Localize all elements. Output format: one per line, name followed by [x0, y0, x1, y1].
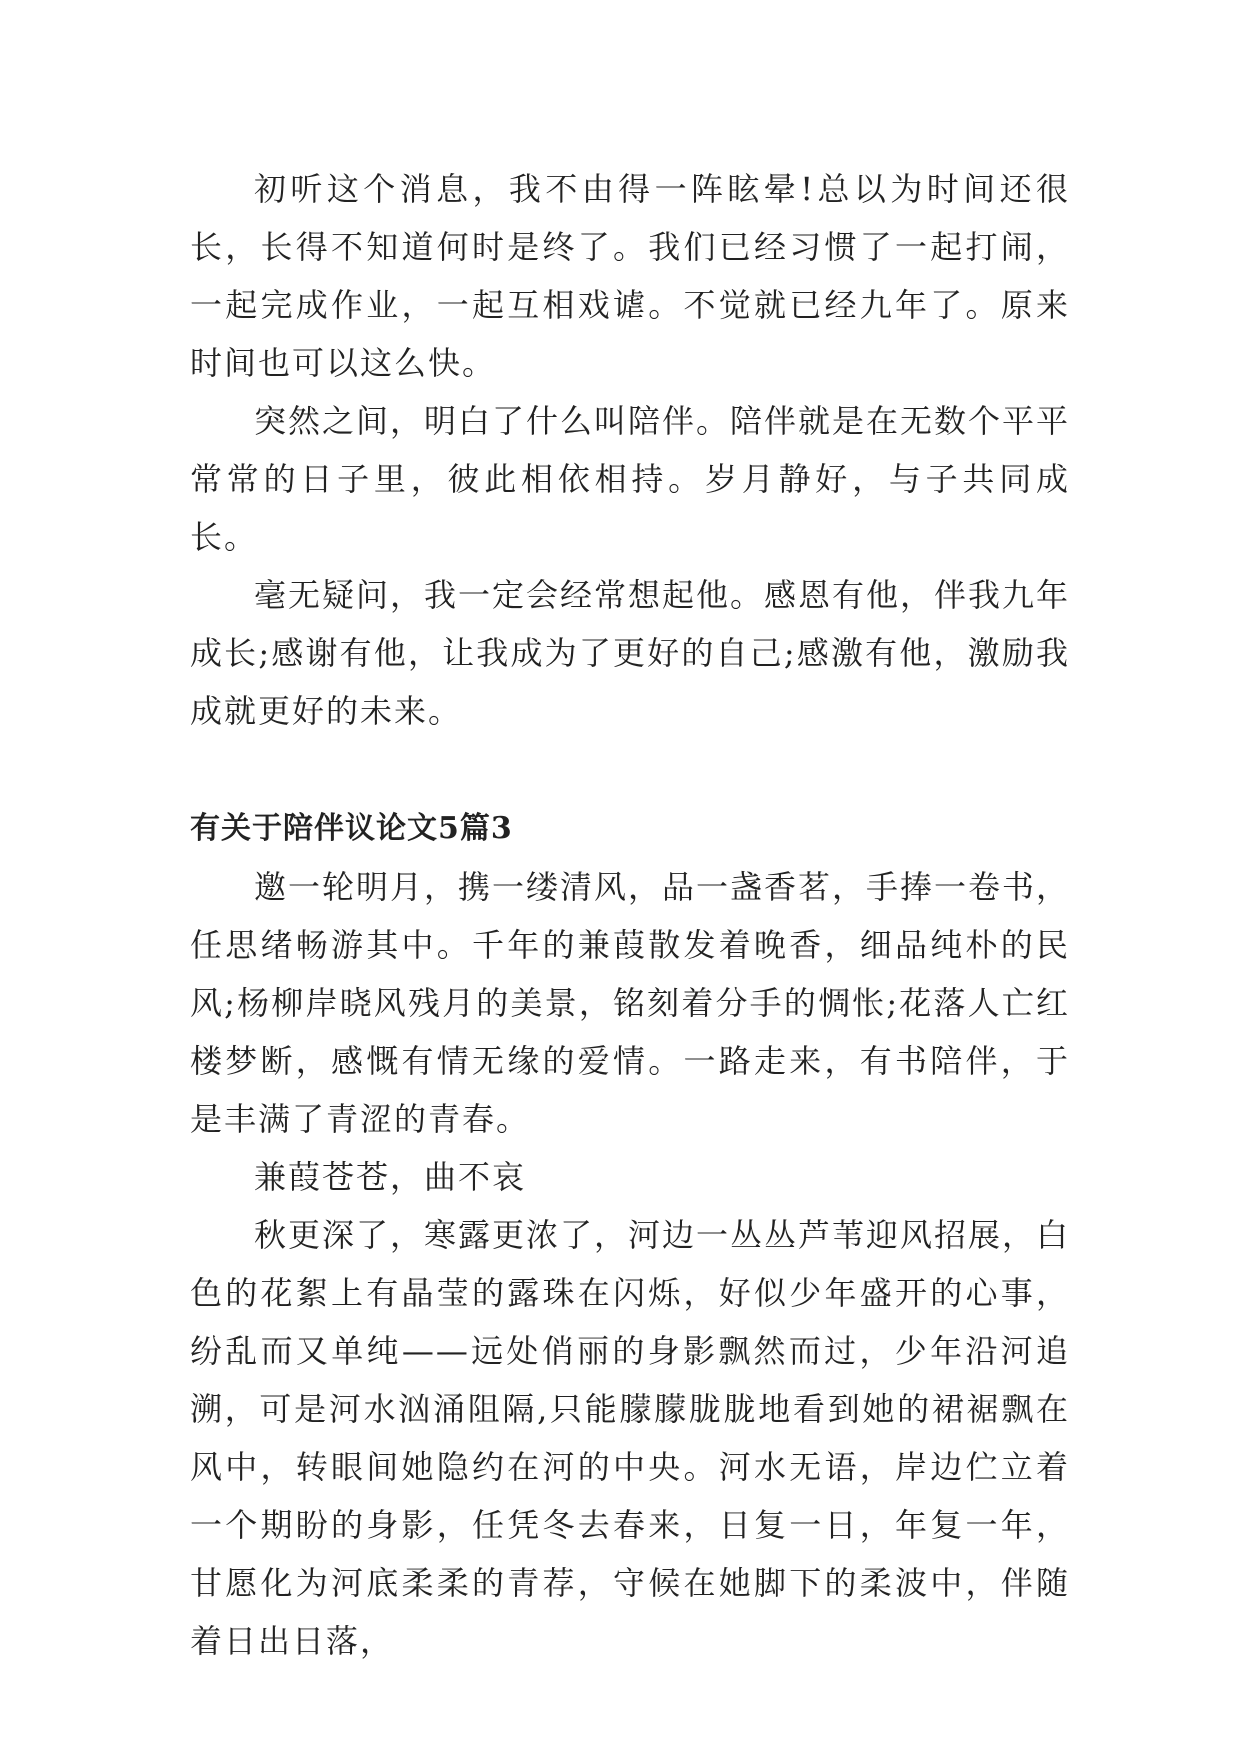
paragraph-2: 突然之间，明白了什么叫陪伴。陪伴就是在无数个平平常常的日子里，彼此相依相持。岁月静好，与子共同成长。 [190, 402, 1071, 556]
paragraph-last: 秋更深了，寒露更浓了，河边一丛丛芦苇迎风招展，白色的花絮上有晶莹的露珠在闪烁，好似少年盛开的心事，纷乱而又单纯——远处俏丽的身影飘然而过，少年沿河追溯，可是河水汹涌阻隔,只能朦朦胧胧地看到她的裙裾飘在风中，转眼间她隐约在河的中央。河水无语，岸边伫立着一个期盼的身影，任凭冬去春来，日复一日，年复一年，甘愿化为河底柔柔的青荐，守候在她脚下的柔波中，伴随着日出日落， [190, 1216, 1071, 1660]
paragraph-3: 毫无疑问，我一定会经常想起他。感恩有他，伴我九年成长;感谢有他，让我成为了更好的自己;感激有他，激励我成就更好的未来。 [190, 576, 1071, 730]
section-heading: 有关于陪伴议论文5篇3 [190, 811, 513, 846]
document-body [190, 160, 1070, 1670]
paragraph-intro: 邀一轮明月，携一缕清风，品一盏香茗，手捧一卷书，任思绪畅游其中。千年的兼葭散发着晚香，细品纯朴的民风;杨柳岸晓风残月的美景，铭刻着分手的惆怅;花落人亡红楼梦断，感慨有情无缘的爱情。一路走来，有书陪伴，于是丰满了青涩的青春。 [190, 868, 1071, 1138]
paragraph-1: 初听这个消息，我不由得一阵眩晕!总以为时间还很长，长得不知道何时是终了。我们已经习惯了一起打闹，一起完成作业，一起互相戏谑。不觉就已经九年了。原来时间也可以这么快。 [190, 170, 1070, 382]
subheading: 兼葭苍苍，曲不哀 [254, 1158, 527, 1196]
